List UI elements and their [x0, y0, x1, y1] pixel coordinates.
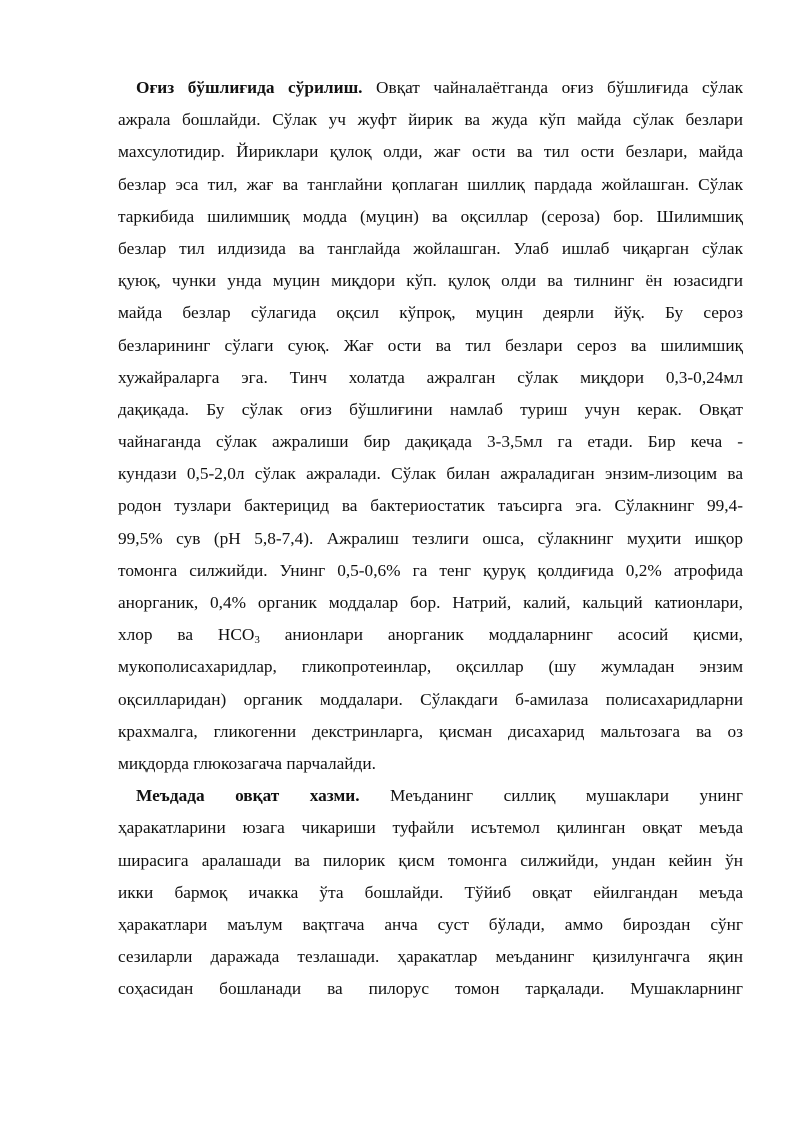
text-line-content: Меъданинг силлиқ мушаклари унинг — [359, 786, 743, 806]
text-line: родон тузлари бактерицид ва бактериостатик таъсирга эга. Сўлакнинг 99,4- — [118, 496, 743, 516]
text-line: анорганик, 0,4% органик моддалар бор. Натрий, калий, кальций катионлари, — [118, 593, 743, 612]
text-line — [118, 72, 743, 104]
text-line — [118, 619, 743, 651]
text-line-content: анионлари анорганик моддаларнинг асосий қисми, — [259, 625, 743, 645]
text-line: ажрала бошлайди. Сўлак уч жуфт йирик ва жуда кўп майда сўлак безлари — [118, 110, 743, 130]
text-line: безларининг сўлаги суюқ. Жағ ости ва тил безлари сероз ва шилимшиқ — [118, 335, 743, 355]
text-line: оқсилларидан) органик моддалари. Сўлакдаги б-амилаза полисахаридларни — [118, 689, 743, 709]
text-line: ширасига аралашади ва пилорик қисм томонга силжийди, ундан кейин ўн — [118, 850, 743, 870]
text-line: крахмалга, гликогенни декстринларга, қисман дисахарид мальтозага ва оз — [118, 721, 743, 741]
document-page — [118, 72, 743, 1005]
text-line: майда безлар сўлагида оқсил кўпроқ, муцин деярли йўқ. Бу сероз — [118, 303, 743, 323]
text-line — [118, 780, 743, 812]
text-line: соҳасидан бошланади ва пилорус томон тарқалади. Мушакларнинг — [118, 979, 743, 999]
subscript: 3 — [254, 634, 260, 647]
section-heading-stomach-digestion: Меъдада овқат хазми. — [136, 786, 360, 806]
text-line: безлар эса тил, жағ ва танглайни қоплаган шиллиқ пардада жойлашган. Сўлак — [118, 174, 743, 194]
text-line: ҳаракатларини юзага чикариши туфайли исътемол қилинган овқат меъда — [118, 818, 743, 838]
text-line: кундази 0,5-2,0л сўлак ажралади. Сўлак билан ажраладиган энзим-лизоцим ва — [118, 464, 743, 484]
text-line: безлар тил илдизида ва танглайда жойлашган. Улаб ишлаб чиқарган сўлак — [118, 238, 743, 258]
text-line: махсулотидир. Йириклари қулоқ олди, жағ ости ва тил ости безлари, майда — [118, 142, 743, 162]
text-line: таркибида шилимшиқ модда (муцин) ва оқсиллар (сероза) бор. Шилимшиқ — [118, 206, 743, 226]
text-line: миқдорда глюкозагача парчалайди. — [118, 753, 376, 773]
section-heading-oral-absorption: Оғиз бўшлиғида сўрилиш. — [136, 78, 363, 97]
text-line: 99,5% сув (рН 5,8-7,4). Ажралиш тезлиги ошса, сўлакнинг муҳити ишқор — [118, 528, 743, 548]
text-line: ҳаракатлари маълум вақтгача анча суст бўлади, аммо бироздан сўнг — [118, 914, 743, 934]
text-line: икки бармоқ ичакка ўта бошлайди. Тўйиб овқат ейилгандан меъда — [118, 882, 743, 902]
text-line: хужайраларга эга. Тинч холатда ажралган сўлак миқдори 0,3-0,24мл — [118, 367, 743, 387]
text-line: қуюқ, чунки унда муцин миқдори кўп. қулоқ олди ва тилнинг ён юзасидги — [118, 271, 743, 291]
text-line-content: хлор ва НСО — [118, 625, 255, 645]
text-line: томонга силжийди. Унинг 0,5-0,6% га тенг қуруқ қолдиғида 0,2% атрофида — [118, 560, 743, 580]
text-line: чайнаганда сўлак ажралиши бир дақиқада 3-3,5мл га етади. Бир кеча - — [118, 432, 743, 452]
text-line: мукополисахаридлар, гликопротеинлар, оқсиллар (шу жумладан энзим — [118, 657, 743, 677]
text-line-content: Овқат чайналаётганда оғиз бўшлиғида сўлак — [362, 78, 743, 97]
text-line: дақиқада. Бу сўлак оғиз бўшлиғини намлаб туриш учун керак. Овқат — [118, 399, 743, 419]
text-line: сезиларли даражада тезлашади. ҳаракатлар меъданинг қизилунгачга яқин — [118, 947, 743, 967]
